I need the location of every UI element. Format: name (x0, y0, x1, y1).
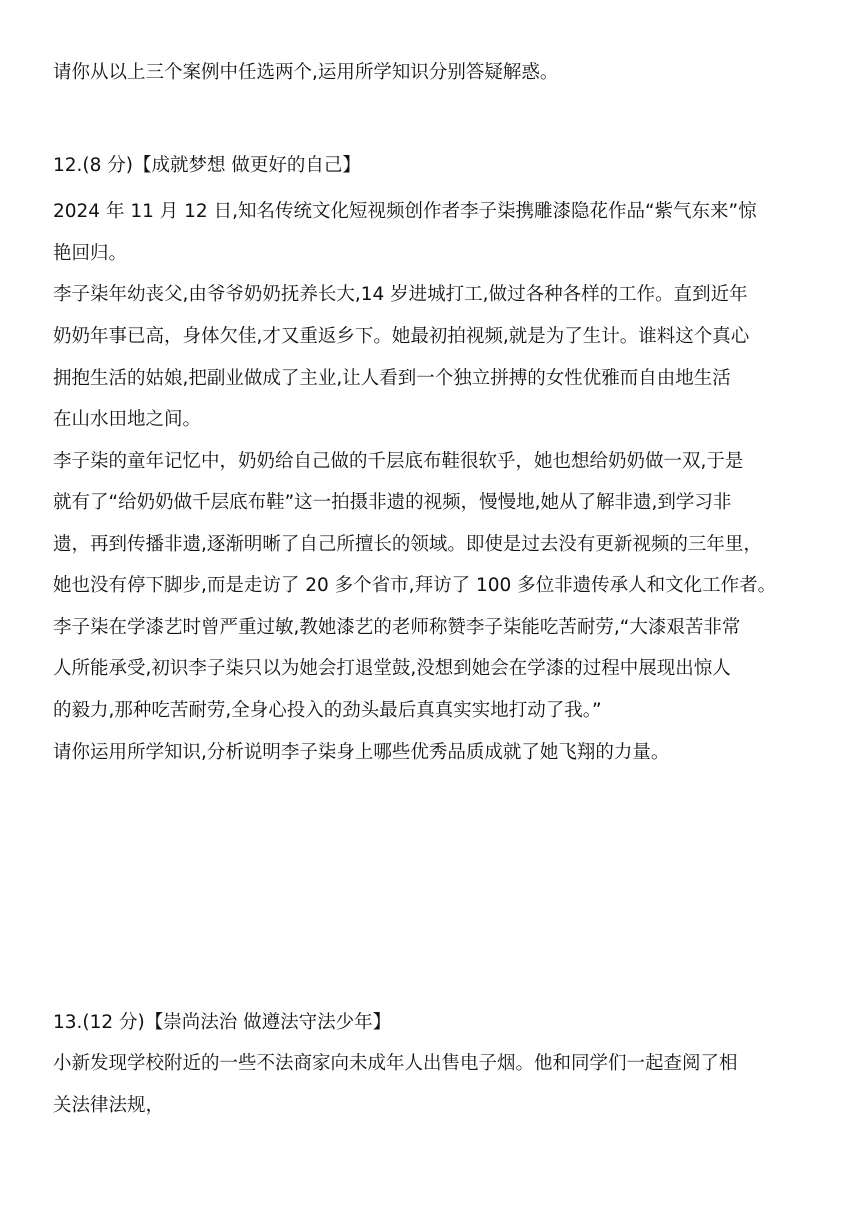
q13-paragraph-line: 小新发现学校附近的一些不法商家向未成年人出售电子烟。他和同学们一起查阅了相 (53, 1053, 738, 1074)
q12-question: 请你运用所学知识,分析说明李子柒身上哪些优秀品质成就了她飞翔的力量。 (53, 742, 670, 763)
q11-instruction: 请你从以上三个案例中任选两个,运用所学知识分别答疑解惑。 (53, 62, 559, 83)
q12-paragraph-line: 2024 年 11 月 12 日,知名传统文化短视频创作者李子柒携雕漆隐花作品“紫气东来”惊 (53, 201, 757, 222)
q12-paragraph-line: 李子柒的童年记忆中，奶奶给自己做的千层底布鞋很软乎，她也想给奶奶做一双,于是 (53, 451, 744, 472)
q12-paragraph-line: 在山水田地之间。 (53, 409, 202, 430)
q13-heading: 13.(12 分)【崇尚法治 做遵法守法少年】 (53, 1012, 392, 1033)
q12-paragraph-line: 奶奶年事已高，身体欠佳,才又重返乡下。她最初拍视频,就是为了生计。谁料这个真心 (53, 326, 750, 347)
q12-paragraph-line: 遗，再到传播非遗,逐渐明晰了自己所擅长的领域。即使是过去没有更新视频的三年里， (53, 534, 762, 555)
q12-paragraph-line: 拥抱生活的姑娘,把副业做成了主业,让人看到一个独立拼搏的女性优雅而自由地生活 (53, 368, 731, 389)
q12-heading: 12.(8 分)【成就梦想 做更好的自己】 (53, 155, 361, 176)
q12-paragraph-line: 艳回归。 (53, 243, 128, 264)
q12-paragraph-line: 的毅力,那种吃苦耐劳,全身心投入的劲头最后真真实实地打动了我。” (53, 700, 602, 721)
q12-paragraph-line: 她也没有停下脚步,而是走访了 20 多个省市,拜访了 100 多位非遗传承人和文化工作者。 (53, 575, 777, 596)
q12-paragraph-line: 李子柒在学漆艺时曾严重过敏,教她漆艺的老师称赞李子柒能吃苦耐劳,“大漆艰苦非常 (53, 617, 741, 638)
q12-paragraph-line: 就有了“给奶奶做千层底布鞋”这一拍摄非遗的视频，慢慢地,她从了解非遗,到学习非 (53, 492, 732, 513)
q12-paragraph-line: 李子柒年幼丧父,由爷爷奶奶抚养长大,14 岁进城打工,做过各种各样的工作。直到近年 (53, 284, 748, 305)
q13-paragraph-line: 关法律法规， (53, 1095, 165, 1116)
q12-paragraph-line: 人所能承受,初识李子柒只以为她会打退堂鼓,没想到她会在学漆的过程中展现出惊人 (53, 658, 731, 679)
